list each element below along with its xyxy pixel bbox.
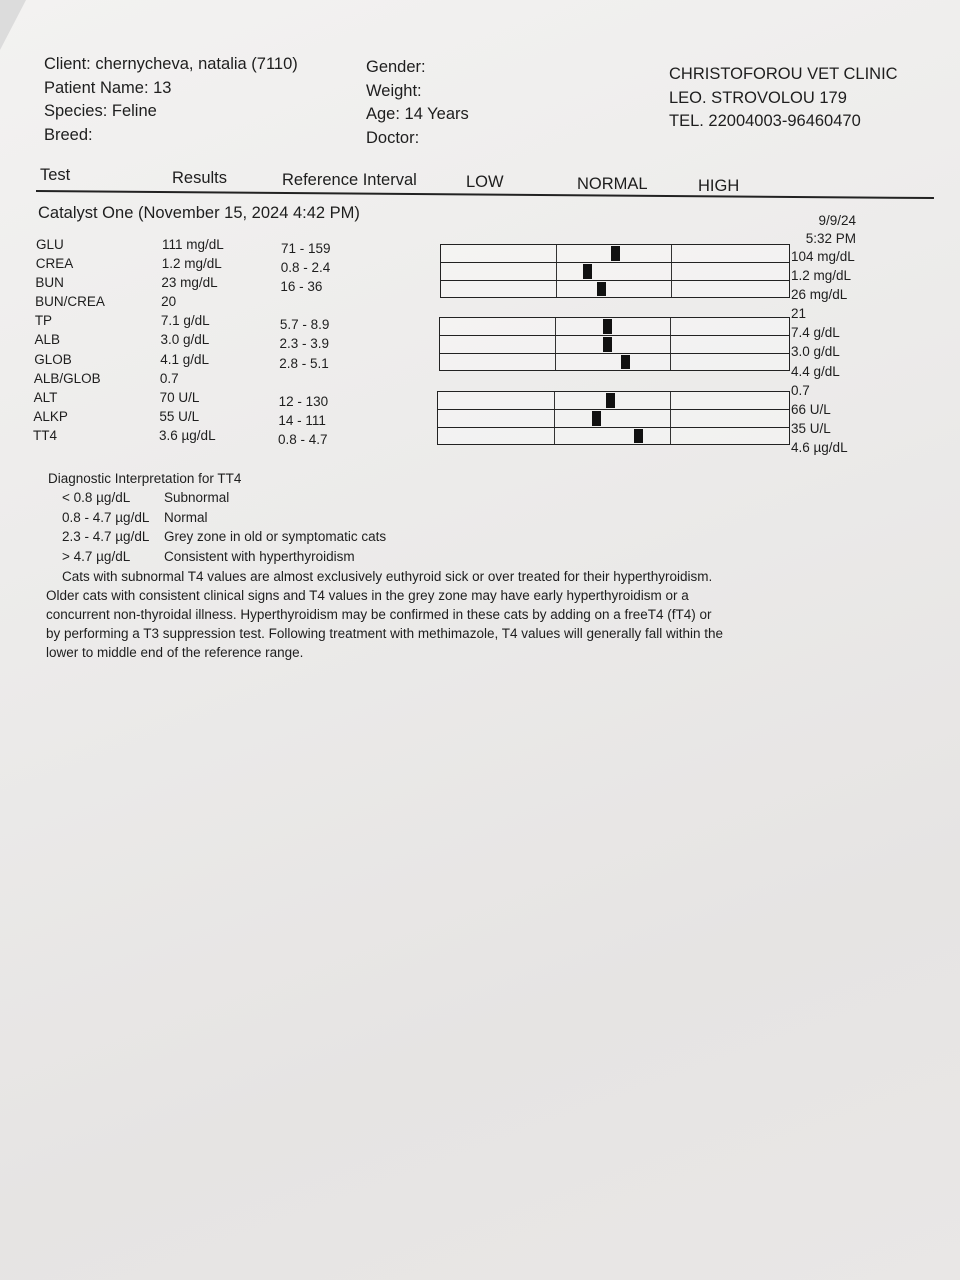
col-results: Results: [172, 169, 228, 187]
test-result: 111 mg/dL: [162, 237, 224, 252]
range-bar: [440, 262, 790, 280]
range-bar: [437, 427, 790, 445]
interp-paragraph-line: concurrent non-thyroidal illness. Hyperthyroidism may be confirmed in these cats by adding on a freeT4 (fT4) or: [46, 607, 712, 622]
low-normal-divider: [555, 336, 556, 353]
clinic-name: CHRISTOFOROU VET CLINIC: [669, 65, 898, 83]
interp-meaning: Normal: [164, 509, 208, 525]
low-normal-divider: [554, 428, 555, 444]
breed: Breed:: [44, 125, 93, 144]
previous-run-date: [792, 212, 856, 248]
test-reference: 0.8 - 4.7: [278, 431, 328, 447]
test-name: ALKP: [33, 408, 68, 424]
previous-value: 35 U/L: [791, 420, 831, 436]
interp-range: 2.3 - 4.7 µg/dL: [62, 529, 150, 544]
test-name: BUN: [35, 275, 64, 291]
table-row: [28, 352, 448, 371]
normal-high-divider: [671, 245, 672, 262]
test-result: 3.6 µg/dL: [159, 427, 216, 443]
test-reference: 14 - 111: [278, 412, 326, 428]
range-bar: [437, 391, 790, 409]
interp-paragraph-line: by performing a T3 suppression test. Following treatment with methimazole, T4 values will generally fall within the: [46, 626, 724, 641]
interp-range-line: [46, 527, 766, 547]
test-name: BUN/CREA: [35, 294, 105, 310]
table-row: [29, 313, 449, 332]
test-name: ALT: [33, 389, 58, 405]
table-row: [30, 256, 450, 275]
table-row: [27, 428, 447, 447]
col-reference: Reference Interval: [282, 171, 417, 189]
result-marker: [583, 264, 592, 279]
previous-value: 26 mg/dL: [791, 287, 848, 303]
low-normal-divider: [555, 354, 556, 370]
results-table: [30, 237, 450, 447]
normal-high-divider: [671, 263, 672, 280]
interp-range: 0.8 - 4.7 µg/dL: [62, 509, 150, 525]
test-name: CREA: [35, 256, 74, 272]
interp-title: Diagnostic Interpretation for TT4: [48, 471, 242, 486]
previous-value: 4.6 µg/dL: [791, 439, 848, 455]
patient-details: [366, 56, 469, 150]
range-bar: [440, 280, 790, 298]
tt4-interpretation: [46, 469, 766, 662]
table-row: [29, 275, 449, 294]
test-reference: 2.8 - 5.1: [279, 355, 329, 371]
test-result: 70 U/L: [159, 389, 200, 405]
low-normal-divider: [556, 281, 557, 297]
test-reference: 16 - 36: [280, 279, 323, 295]
result-marker: [634, 429, 643, 443]
table-row: [29, 294, 449, 313]
test-name: TT4: [33, 427, 58, 443]
patient-name: Patient Name: 13: [44, 78, 172, 97]
test-result: 0.7: [159, 370, 179, 386]
test-name: TP: [34, 313, 53, 329]
gender: Gender:: [366, 58, 426, 76]
col-high: HIGH: [698, 177, 740, 195]
test-result: 20: [161, 294, 177, 310]
interp-paragraph-line: Cats with subnormal T4 values are almost exclusively euthyroid sick or over treated for their hyperthyroidism.: [62, 569, 713, 584]
previous-value: 21: [791, 306, 807, 322]
result-marker: [611, 246, 620, 261]
range-bar: [437, 409, 790, 427]
interp-paragraph-line: Older cats with consistent clinical signs and T4 values in the grey zone may have early hyperthyroidism or a: [46, 588, 689, 603]
interp-meaning: Subnormal: [164, 490, 230, 505]
bar-group: [437, 391, 790, 445]
result-marker: [603, 337, 612, 352]
normal-high-divider: [670, 354, 671, 370]
species: Species: Feline: [44, 102, 157, 120]
test-name: GLU: [36, 237, 64, 252]
result-marker: [606, 393, 615, 408]
previous-value: 4.4 g/dL: [791, 363, 840, 379]
table-row: [29, 332, 449, 351]
table-row: [28, 371, 448, 390]
interp-ranges: [46, 488, 766, 566]
previous-time: 5:32 PM: [805, 231, 856, 246]
table-row: [30, 237, 450, 256]
test-name: GLOB: [34, 351, 72, 367]
interp-paragraph: [46, 567, 766, 662]
col-test: Test: [40, 166, 71, 184]
test-reference: 12 - 130: [278, 393, 329, 409]
result-marker: [597, 282, 606, 296]
normal-high-divider: [670, 318, 671, 335]
run-title: Catalyst One (November 15, 2024 4:42 PM): [38, 204, 360, 222]
interp-paragraph-line: lower to middle end of the reference range.: [46, 645, 304, 660]
bar-group: [439, 317, 790, 371]
normal-high-divider: [670, 428, 671, 444]
test-reference: 71 - 159: [281, 241, 331, 256]
interp-range-line: [46, 488, 766, 508]
test-result: 23 mg/dL: [161, 275, 218, 291]
normal-high-divider: [670, 336, 671, 353]
range-bar: [439, 353, 790, 371]
previous-value: 7.4 g/dL: [791, 325, 840, 341]
low-normal-divider: [556, 245, 557, 262]
interp-range: < 0.8 µg/dL: [62, 490, 131, 505]
range-bar: [439, 335, 790, 353]
range-bar: [440, 244, 790, 262]
normal-high-divider: [670, 410, 671, 427]
result-marker: [603, 319, 612, 334]
previous-value: 66 U/L: [791, 401, 831, 417]
test-result: 55 U/L: [159, 408, 200, 424]
clinic-address: LEO. STROVOLOU 179: [669, 88, 847, 107]
interp-range: > 4.7 µg/dL: [62, 548, 131, 564]
test-reference: 0.8 - 2.4: [280, 260, 331, 276]
interp-range-line: [46, 508, 766, 528]
test-reference: 5.7 - 8.9: [279, 317, 330, 333]
page-corner-fold: [0, 0, 26, 50]
table-row: [28, 390, 448, 409]
bar-group: [440, 244, 790, 298]
previous-value: 3.0 g/dL: [791, 344, 840, 360]
clinic-info: [669, 63, 898, 134]
previous-value: 1.2 mg/dL: [791, 268, 852, 284]
range-bar: [439, 317, 790, 335]
test-result: 4.1 g/dL: [160, 351, 209, 367]
low-normal-divider: [554, 392, 555, 409]
patient-info: [44, 53, 298, 147]
result-marker: [621, 355, 630, 369]
test-name: ALB: [34, 332, 61, 348]
test-result: 3.0 g/dL: [160, 332, 210, 348]
test-result: 7.1 g/dL: [160, 313, 210, 329]
low-normal-divider: [554, 410, 555, 427]
previous-value: 104 mg/dL: [791, 249, 855, 264]
col-low: LOW: [466, 173, 504, 191]
low-normal-divider: [555, 318, 556, 335]
doctor: Doctor:: [366, 128, 420, 147]
weight: Weight:: [366, 81, 422, 100]
table-row: [27, 409, 447, 428]
interp-meaning: Consistent with hyperthyroidism: [164, 548, 355, 564]
client-name: Client: chernycheva, natalia (7110): [44, 55, 298, 73]
interp-range-line: [46, 547, 766, 567]
age: Age: 14 Years: [366, 105, 469, 123]
normal-high-divider: [670, 392, 671, 409]
normal-high-divider: [671, 281, 672, 297]
previous-value: 0.7: [791, 382, 810, 398]
test-reference: 2.3 - 3.9: [279, 336, 330, 352]
interp-meaning: Grey zone in old or symptomatic cats: [164, 529, 387, 544]
previous-date: 9/9/24: [818, 213, 856, 228]
test-result: 1.2 mg/dL: [161, 256, 222, 272]
clinic-tel: TEL. 22004003-96460470: [669, 112, 861, 130]
result-marker: [592, 411, 601, 426]
range-bars: [440, 244, 790, 465]
column-headers: [36, 166, 936, 202]
col-normal: NORMAL: [577, 175, 648, 193]
low-normal-divider: [556, 263, 557, 280]
previous-values: [791, 249, 855, 459]
test-name: ALB/GLOB: [33, 370, 101, 386]
